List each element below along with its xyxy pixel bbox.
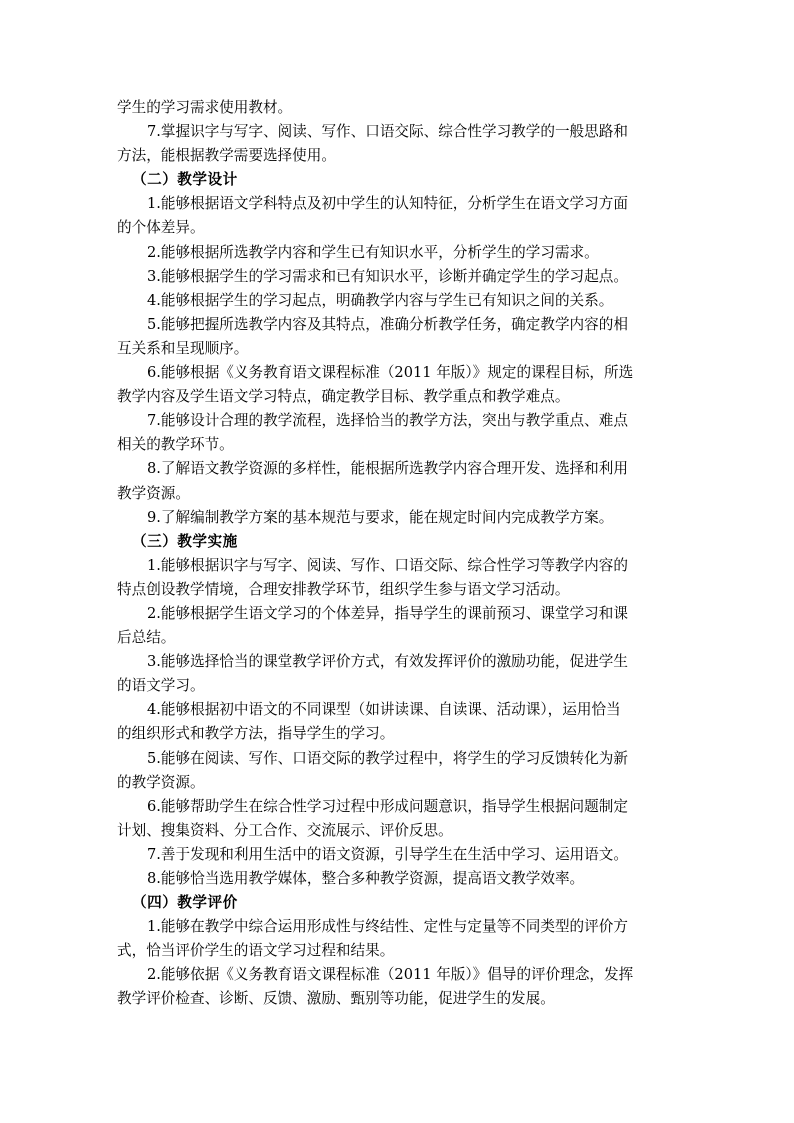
- section-heading: （三）教学实施: [132, 532, 238, 550]
- paragraph-line: 1.能够在教学中综合运用形成性与终结性、定性与定量等不同类型的评价方: [147, 918, 628, 936]
- paragraph-line: 7.能够设计合理的教学流程，选择恰当的教学方法，突出与教学重点、难点: [147, 412, 628, 430]
- paragraph-line: 计划、搜集资料、分工合作、交流展示、评价反思。: [117, 821, 453, 839]
- section-heading: （二）教学设计: [132, 171, 238, 189]
- paragraph-line: 1.能够根据语文学科特点及初中学生的认知特征，分析学生在语文学习方面: [147, 195, 628, 213]
- paragraph-line: 教学资源。: [117, 484, 190, 502]
- paragraph-line: 4.能够根据初中语文的不同课型（如讲读课、自读课、活动课），运用恰当: [147, 701, 621, 719]
- section-heading: （四）教学评价: [132, 894, 238, 912]
- paragraph-line: 式，恰当评价学生的语文学习过程和结果。: [117, 942, 395, 960]
- paragraph-line: 教学内容及学生语文学习特点，确定教学目标、教学重点和教学难点。: [117, 388, 570, 406]
- paragraph-line: 相关的教学环节。: [117, 436, 234, 454]
- paragraph-line: 的组织形式和教学方法，指导学生的学习。: [117, 725, 395, 743]
- paragraph-line: 方法，能根据教学需要选择使用。: [117, 147, 336, 165]
- paragraph-line: 的个体差异。: [117, 219, 205, 237]
- paragraph-line: 后总结。: [117, 629, 176, 647]
- paragraph-line: 8.了解语文教学资源的多样性，能根据所选教学内容合理开发、选择和利用: [147, 460, 628, 478]
- paragraph-line: 2.能够依据《义务教育语文课程标准（2011 年版）》倡导的评价理念，发挥: [147, 966, 634, 984]
- paragraph-line: 7.掌握识字与写字、阅读、写作、口语交际、综合性学习教学的一般思路和: [147, 123, 628, 141]
- paragraph-line: 2.能够根据学生语文学习的个体差异，指导学生的课前预习、课堂学习和课: [147, 604, 628, 622]
- paragraph-line: 6.能够帮助学生在综合性学习过程中形成问题意识，指导学生根据问题制定: [147, 797, 628, 815]
- paragraph-line: 9.了解编制教学方案的基本规范与要求，能在规定时间内完成教学方案。: [147, 508, 614, 526]
- paragraph-line: 4.能够根据学生的学习起点，明确教学内容与学生已有知识之间的关系。: [147, 291, 614, 309]
- paragraph-line: 1.能够根据识字与写字、阅读、写作、口语交际、综合性学习等教学内容的: [147, 556, 628, 574]
- paragraph-line: 3.能够选择恰当的课堂教学评价方式，有效发挥评价的激励功能，促进学生: [147, 653, 628, 671]
- paragraph-line: 学生的学习需求使用教材。: [117, 99, 293, 116]
- paragraph-line: 3.能够根据学生的学习需求和已有知识水平，诊断并确定学生的学习起点。: [147, 267, 628, 285]
- paragraph-line: 5.能够把握所选教学内容及其特点，准确分析教学任务，确定教学内容的相: [147, 315, 628, 333]
- paragraph-line: 互关系和呈现顺序。: [117, 339, 249, 357]
- paragraph-line: 教学评价检查、诊断、反馈、激励、甄别等功能，促进学生的发展。: [117, 990, 555, 1008]
- paragraph-line: 6.能够根据《义务教育语文课程标准（2011 年版）》规定的课程目标，所选: [147, 364, 634, 382]
- paragraph-line: 7.善于发现和利用生活中的语文资源，引导学生在生活中学习、运用语文。: [147, 845, 628, 863]
- paragraph-line: 2.能够根据所选教学内容和学生已有知识水平，分析学生的学习需求。: [147, 243, 599, 261]
- paragraph-line: 的教学资源。: [117, 773, 205, 791]
- paragraph-line: 特点创设教学情境，合理安排教学环节，组织学生参与语文学习活动。: [117, 580, 570, 598]
- paragraph-line: 5.能够在阅读、写作、口语交际的教学过程中，将学生的学习反馈转化为新: [147, 749, 628, 767]
- paragraph-line: 8.能够恰当选用教学媒体，整合多种教学资源，提高语文教学效率。: [147, 870, 585, 887]
- document-body: [117, 96, 677, 1012]
- paragraph-line: 的语文学习。: [117, 677, 205, 695]
